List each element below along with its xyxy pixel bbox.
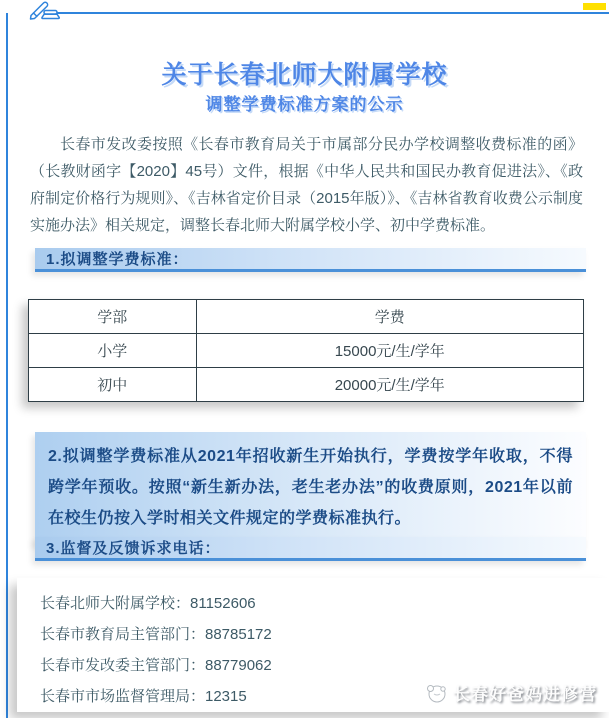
table-cell-department: 初中 bbox=[29, 368, 197, 402]
intro-paragraph: 长春市发改委按照《长春市教育局关于市属部分民办学校调整收费标准的函》（长教财函字【2020】45号）文件，根据《中华人民共和国民办教育促进法》、《政府制定价格行为规则》、《吉林省定价目录（2015年版）》、《吉林省教育收费公示制度实施办法》相关规定，调整长春北师大附属学校小学、初中学费标准。 bbox=[30, 136, 583, 234]
section2-text-box: 2.拟调整学费标准从2021年招收新生开始执行，学费按学年收取，不得跨学年预收。按照“新生新办法，老生老办法”的收费原则，2021年以前在校生仍按入学时相关文件规定的学费标准执行。 bbox=[35, 432, 586, 544]
page-title-line1: 关于长春北师大附属学校 bbox=[161, 61, 448, 89]
table-header-tuition: 学费 bbox=[196, 300, 584, 334]
table-row bbox=[29, 368, 584, 402]
table-cell-department: 小学 bbox=[29, 334, 197, 368]
fee-table-card bbox=[28, 299, 584, 402]
phone-line-market-regulator: 长春市市场监督管理局：12315 bbox=[40, 688, 247, 705]
table-cell-tuition: 20000元/生/学年 bbox=[196, 368, 584, 402]
table-header-row bbox=[29, 300, 584, 334]
fee-table bbox=[28, 299, 584, 402]
phone-line-school: 长春北师大附属学校：81152606 bbox=[40, 595, 256, 612]
brand-logo-icon bbox=[425, 682, 447, 704]
top-border-line bbox=[57, 12, 609, 14]
left-border-line bbox=[6, 13, 8, 718]
section1-heading: 1.拟调整学费标准： bbox=[35, 248, 586, 272]
watermark-text: 长春好爸妈进修营 bbox=[453, 685, 597, 704]
table-cell-tuition: 15000元/生/学年 bbox=[196, 334, 584, 368]
phone-line-education-bureau: 长春市教育局主管部门：88785172 bbox=[40, 626, 272, 643]
page-title-line2: 调整学费标准方案的公示 bbox=[205, 95, 404, 114]
yellow-corner-mark bbox=[583, 3, 606, 10]
table-row bbox=[29, 334, 584, 368]
phone-line-development-commission: 长春市发改委主管部门：88779062 bbox=[40, 657, 272, 674]
section3-heading: 3.监督及反馈诉求电话： bbox=[35, 537, 586, 561]
table-header-department: 学部 bbox=[29, 300, 197, 334]
footer-watermark bbox=[425, 680, 597, 705]
pen-on-stand-icon bbox=[26, 0, 62, 20]
